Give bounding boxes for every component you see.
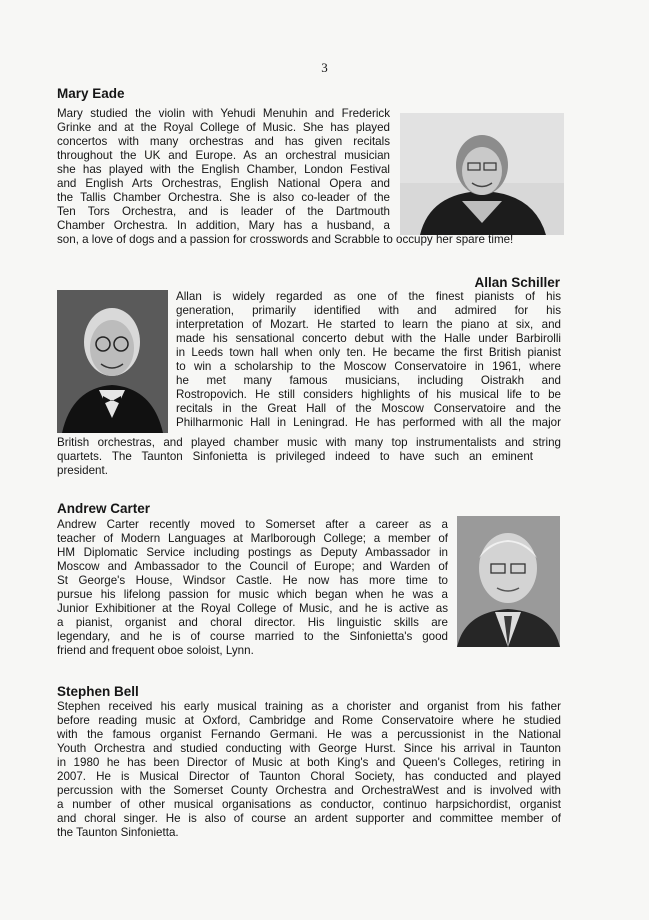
andrew-carter-line: friend and frequent oboe soloist, Lynn. (57, 644, 254, 657)
photo-mary-eade (400, 113, 564, 235)
mary-eade-line: Mary studied the violin with Yehudi Menuhin and Frederick (57, 107, 390, 120)
allan-schiller-line: made his sensational concerto debut with the Halle under Barbirolli (176, 332, 561, 345)
mary-eade-line: and English Arts Orchestras, English National Opera and (57, 177, 390, 190)
andrew-carter-line: pursue his lifelong passion for music which began when he was a (57, 588, 448, 601)
mary-eade-line: throughout the UK and Europe. As an orchestral musician (57, 149, 390, 162)
andrew-carter-line: St George's House, Windsor Castle. He now has more time to (57, 574, 448, 587)
mary-eade-line: Grinke and at the Royal College of Music. She has played (57, 121, 390, 134)
allan-schiller-line: quartets. The Taunton Sinfonietta is privileged indeed to have such an eminent (57, 450, 533, 463)
stephen-bell-line: Youth Orchestra and studied conducting with George Hurst. Since his arrival in Taunton (57, 742, 561, 755)
stephen-bell-line: before reading music at Oxford, Cambridge and Rome Conservatoire where he studied (57, 714, 561, 727)
mary-eade-line: Chamber Orchestra. In addition, Mary has a husband, a (57, 219, 390, 232)
mary-eade-line: concertos with many orchestras and has given recitals (57, 135, 390, 148)
allan-schiller-line: Allan is widely regarded as one of the finest pianists of his (176, 290, 561, 303)
stephen-bell-line: with the famous organist Fernando Germani. He was a percussionist in the National (57, 728, 561, 741)
stephen-bell-line: in 1980 he has been Director of Music at both King's and Queen's Colleges, retiring in (57, 756, 561, 769)
page-number: 3 (321, 60, 328, 75)
allan-schiller-line: Philharmonic Hall in Leningrad. He has performed with all the major (176, 416, 561, 429)
allan-schiller-line: interpretation of Mozart. He started to learn the piano at six, and (176, 318, 561, 331)
andrew-carter-line: legendary, and he is of course married to the Sinfonietta's good (57, 630, 448, 643)
heading-mary-eade: Mary Eade (57, 86, 125, 101)
heading-stephen-bell: Stephen Bell (57, 684, 139, 699)
stephen-bell-line: and choral singer. He is also of course an ardent supporter and committee member of (57, 812, 561, 825)
allan-schiller-line: he met many famous musicians, including Oistrakh and (176, 374, 561, 387)
stephen-bell-line: a number of other musical organisations as conductor, continuo harpsichordist, organist (57, 798, 561, 811)
allan-schiller-line: recitals in the Great Hall of the Moscow Conservatoire and the (176, 402, 561, 415)
mary-eade-line: Ten Tors Orchestra, and is leader of the Dartmouth (57, 205, 390, 218)
stephen-bell-line: the Taunton Sinfonietta. (57, 826, 179, 839)
allan-schiller-line: to win a scholarship to the Moscow Conservatoire in 1961, where (176, 360, 561, 373)
andrew-carter-line: teacher of Modern Languages at Marlborough College; a member of (57, 532, 448, 545)
allan-schiller-line: president. (57, 464, 108, 477)
andrew-carter-line: Andrew Carter recently moved to Somerset after a career as a (57, 518, 448, 531)
stephen-bell-line: Stephen received his early musical training as a chorister and organist from his father (57, 700, 561, 713)
allan-schiller-line: Rostropovich. He still considers highlights of his musical life to be (176, 388, 561, 401)
mary-eade-line: the Tallis Chamber Orchestra. She is also co-leader of the (57, 191, 390, 204)
mary-eade-line: son, a love of dogs and a passion for crosswords and Scrabble to occupy her spare time! (57, 233, 514, 246)
andrew-carter-line: Moscow and Ambassador to the Council of Europe; and Warden of (57, 560, 448, 573)
heading-andrew-carter: Andrew Carter (57, 501, 151, 516)
andrew-carter-line: HM Diplomatic Service including postings as Deputy Ambassador in (57, 546, 448, 559)
allan-schiller-line: generation, primarily identified with and admired for his (176, 304, 561, 317)
stephen-bell-line: percussion with the Somerset County Orchestra and OrchestraWest and is involved with (57, 784, 561, 797)
heading-allan-schiller: Allan Schiller (474, 275, 560, 290)
allan-schiller-line: in Leeds town hall when only ten. He became the first British pianist (176, 346, 561, 359)
andrew-carter-line: a pianist, organist and choral director. His linguistic skills are (57, 616, 448, 629)
mary-eade-line: she has played with the English Chamber, London Festival (57, 163, 390, 176)
andrew-carter-line: Junior Exhibitioner at the Royal College of Music, and he is active as (57, 602, 448, 615)
photo-andrew-carter (457, 516, 560, 647)
stephen-bell-line: 2007. He is Musical Director of Taunton Choral Society, has conducted and played (57, 770, 561, 783)
photo-allan-schiller (57, 290, 168, 433)
allan-schiller-line: British orchestras, and played chamber music with many top instrumentalists and string (57, 436, 561, 449)
